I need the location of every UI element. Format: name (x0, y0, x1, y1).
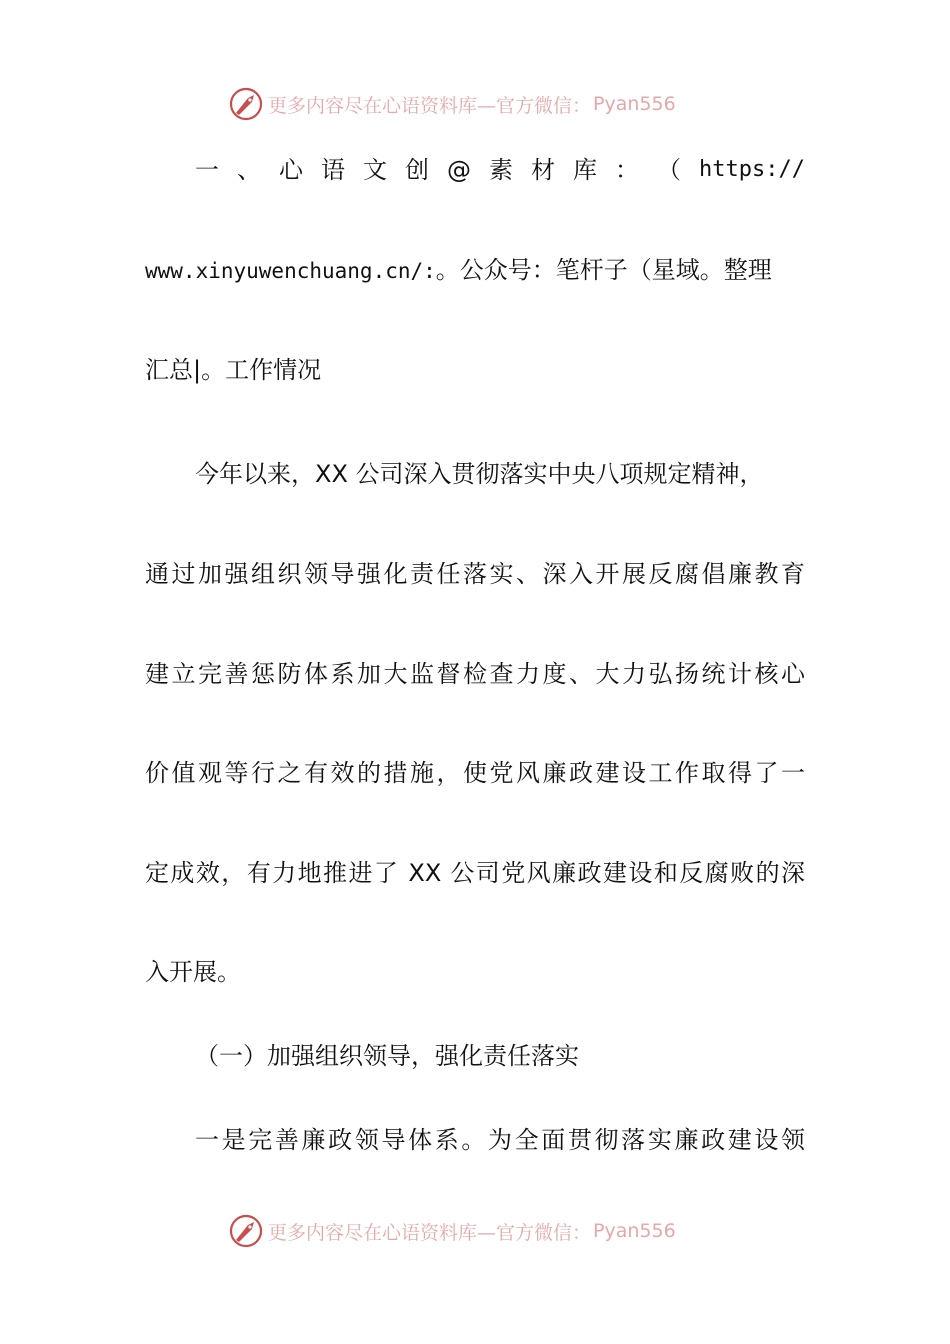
text-line: 汇总|。工作情况 (145, 356, 322, 384)
subheading: （一）加强组织领导，强化责任落实 (195, 1042, 579, 1070)
paragraph-line: 入开展。 (145, 958, 241, 986)
heading-char: 库 (573, 156, 597, 184)
paragraph-line: 定成效，有力地推进了 XX 公司党风廉政建设和反腐败的深 (145, 859, 805, 887)
watermark-wechat-id: Pyan556 (593, 93, 676, 115)
watermark-wechat-id: Pyan556 (593, 1220, 676, 1242)
paragraph-line: 通过加强组织领导强化责任落实、深入开展反腐倡廉教育 (145, 560, 805, 588)
heading-char: 心 (279, 156, 303, 184)
heading-char: 创 (405, 156, 429, 184)
heading-char: 素 (489, 156, 513, 184)
url-text: www.xinyuwenchuang.cn/: (145, 259, 436, 283)
heading-url-start: https:// (699, 157, 805, 182)
heading-char: 语 (321, 156, 345, 184)
text-line (145, 254, 805, 287)
paragraph-line: 建立完善惩防体系加大监督检查力度、大力弘扬统计核心 (145, 660, 805, 688)
heading-char: （ (657, 156, 681, 184)
paragraph-line: 一是完善廉政领导体系。为全面贯彻落实廉政建设领 (195, 1126, 805, 1154)
watermark-header (228, 84, 676, 124)
pen-nib-icon (228, 1213, 264, 1249)
paragraph-line: 今年以来，XX 公司深入贯彻落实中央八项规定精神， (195, 460, 764, 488)
heading-char: @ (447, 156, 471, 184)
heading-char: 一 (195, 156, 219, 184)
watermark-text: 更多内容尽在心语资料库—官方微信： (268, 1221, 592, 1244)
pen-nib-icon (228, 86, 264, 122)
watermark-text: 更多内容尽在心语资料库—官方微信： (268, 94, 592, 117)
section-heading (195, 154, 805, 186)
watermark-footer (228, 1211, 676, 1251)
heading-char: 文 (363, 156, 387, 184)
heading-char: 材 (531, 156, 555, 184)
line-text: 。公众号：笔杆子（星域。整理 (435, 256, 772, 284)
heading-char: 、 (237, 156, 261, 184)
heading-char: ： (615, 156, 639, 184)
paragraph-line: 价值观等行之有效的措施，使党风廉政建设工作取得了一 (145, 759, 805, 787)
